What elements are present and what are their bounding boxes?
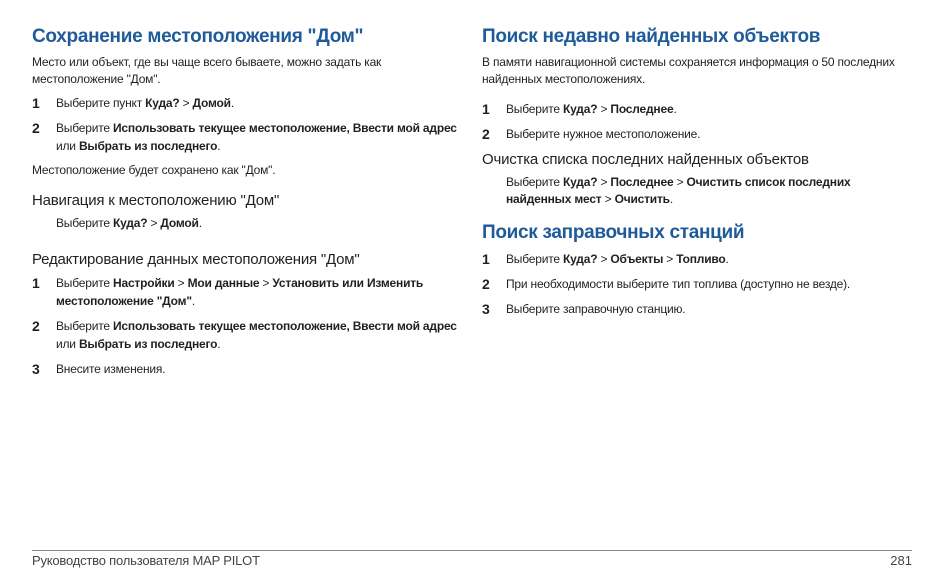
- home-result: Местоположение будет сохранено как "Дом".: [32, 163, 276, 177]
- step-number: 3: [32, 361, 40, 377]
- left-column: [32, 24, 462, 385]
- step: [482, 100, 902, 118]
- step-text: Выберите Настройки > Мои данные > Установить или Изменить местоположение "Дом".: [56, 276, 424, 308]
- nav-home-title: Навигация к местоположению "Дом": [32, 192, 280, 209]
- step: [32, 119, 462, 155]
- step-text: Выберите Использовать текущее местоположение, Ввести мой адрес или Выбрать из последнего.: [56, 121, 457, 153]
- step-text: Выберите пункт Куда? > Домой.: [56, 96, 234, 110]
- step-text: При необходимости выберите тип топлива (доступно не везде).: [506, 277, 851, 291]
- edit-home-title: Редактирование данных местоположения "Дом": [32, 251, 360, 268]
- right-column: [482, 24, 902, 325]
- step-text: Выберите Куда? > Объекты > Топливо.: [506, 252, 729, 266]
- step-text: Выберите заправочную станцию.: [506, 302, 686, 316]
- step-number: 2: [32, 318, 40, 334]
- step: [482, 300, 902, 318]
- step: [32, 317, 462, 353]
- step-number: 1: [32, 275, 40, 291]
- step: [32, 274, 462, 310]
- footer-divider: [32, 550, 912, 551]
- step: [482, 275, 902, 293]
- clear-list-text: Выберите Куда? > Последнее > Очистить список последних найденных мест > Очистить.: [506, 175, 851, 206]
- step-number: 2: [482, 126, 490, 142]
- recent-section-title: Поиск недавно найденных объектов: [482, 26, 821, 47]
- step-text: Выберите нужное местоположение.: [506, 127, 701, 141]
- step-number: 3: [482, 301, 490, 317]
- step-number: 2: [482, 276, 490, 292]
- step: [482, 250, 902, 268]
- fuel-section-title: Поиск заправочных станций: [482, 222, 745, 243]
- step-number: 1: [482, 251, 490, 267]
- step-number: 1: [482, 101, 490, 117]
- recent-intro: В памяти навигационной системы сохраняется информация о 50 последних найденных местоположениях.: [482, 55, 895, 86]
- step-number: 2: [32, 120, 40, 136]
- step: [32, 94, 462, 112]
- step: [482, 125, 902, 143]
- page-number: 281: [890, 553, 912, 568]
- step-number: 1: [32, 95, 40, 111]
- home-intro: Место или объект, где вы чаще всего бываете, можно задать как местоположение "Дом".: [32, 55, 382, 86]
- step-text: Внесите изменения.: [56, 362, 166, 376]
- clear-list-title: Очистка списка последних найденных объектов: [482, 151, 809, 168]
- footer-manual-title: Руководство пользователя MAP PILOT: [32, 553, 260, 568]
- step-text: Выберите Использовать текущее местоположение, Ввести мой адрес или Выбрать из последнего.: [56, 319, 457, 351]
- step: [32, 360, 462, 378]
- nav-home-text: Выберите Куда? > Домой.: [56, 216, 202, 230]
- home-section-title: Сохранение местоположения "Дом": [32, 26, 364, 47]
- step-text: Выберите Куда? > Последнее.: [506, 102, 677, 116]
